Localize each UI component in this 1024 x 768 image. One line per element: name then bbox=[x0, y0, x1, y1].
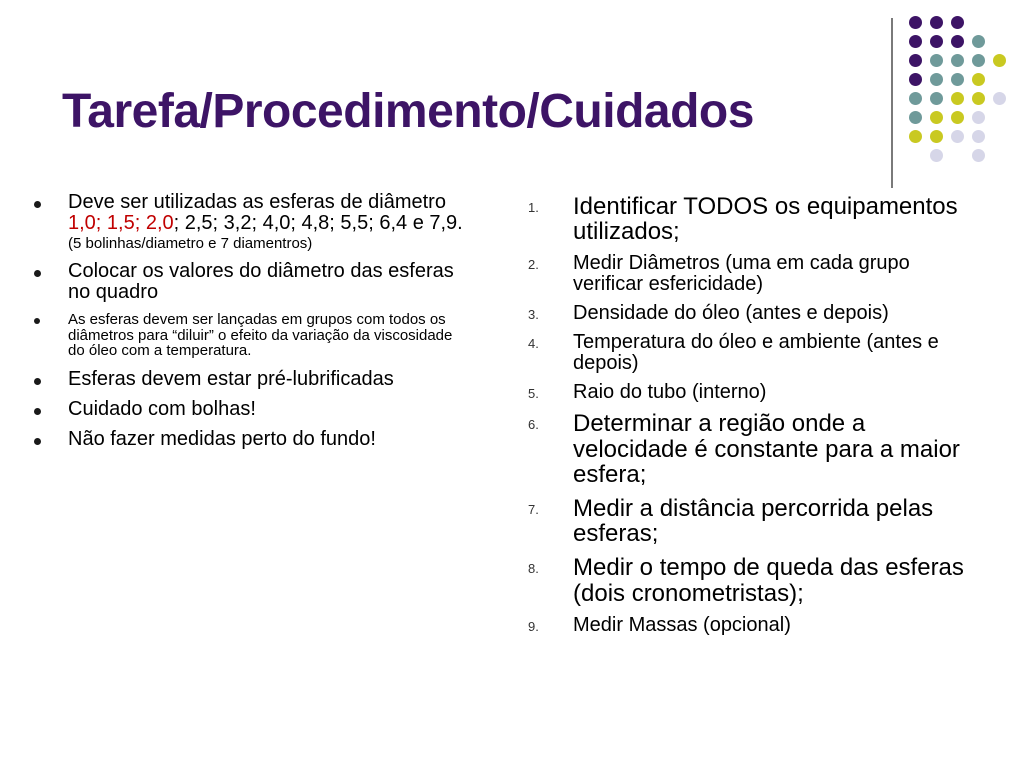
list-item bbox=[28, 369, 468, 390]
slide-title: Tarefa/Procedimento/Cuidados bbox=[62, 85, 754, 138]
item-number: 9. bbox=[528, 618, 539, 634]
decor-dot bbox=[930, 92, 943, 105]
item-number: 8. bbox=[528, 561, 539, 577]
item-text: Não fazer medidas perto do fundo! bbox=[68, 428, 376, 450]
decor-dot bbox=[930, 149, 943, 162]
numbered-item bbox=[528, 332, 968, 374]
item-text: Temperatura do óleo e ambiente (antes e depois) bbox=[573, 331, 939, 375]
numbered-item bbox=[528, 382, 968, 403]
decor-dot bbox=[930, 54, 943, 67]
item-text: Medir Diâmetros (uma em cada grupo verificar esfericidade) bbox=[573, 252, 910, 296]
numbered-item bbox=[528, 194, 968, 244]
bullet-icon bbox=[34, 318, 40, 324]
numbered-item bbox=[528, 411, 968, 487]
list-item bbox=[28, 312, 468, 359]
decor-dot bbox=[972, 149, 985, 162]
item-note: (5 bolinhas/diametro e 7 diamentros) bbox=[68, 235, 313, 252]
item-number: 6. bbox=[528, 417, 539, 433]
numbered-item bbox=[528, 253, 968, 295]
item-text: Cuidado com bolhas! bbox=[68, 398, 256, 420]
item-text: Medir Massas (opcional) bbox=[573, 613, 791, 636]
list-item bbox=[28, 429, 468, 450]
decor-dot bbox=[930, 130, 943, 143]
decor-dot bbox=[972, 92, 985, 105]
item-number: 3. bbox=[528, 307, 539, 323]
bullet-list bbox=[28, 192, 468, 459]
item-text: Deve ser utilizadas as esferas de diâmetro bbox=[68, 191, 446, 213]
decor-dot bbox=[909, 35, 922, 48]
decor-dot bbox=[972, 73, 985, 86]
decor-dot bbox=[930, 73, 943, 86]
item-text: Esferas devem estar pré-lubrificadas bbox=[68, 368, 394, 390]
item-number: 7. bbox=[528, 501, 539, 517]
item-text: Medir a distância percorrida pelas esferas; bbox=[573, 494, 934, 548]
decor-dot bbox=[909, 16, 922, 29]
item-number: 1. bbox=[528, 200, 539, 215]
decor-dot bbox=[951, 92, 964, 105]
decor-dot bbox=[951, 16, 964, 29]
item-text: Identificar TODOS os equipamentos utilizados; bbox=[573, 193, 958, 246]
item-text: Determinar a região onde a velocidade é constante para a maior esfera; bbox=[573, 410, 960, 488]
numbered-list bbox=[528, 194, 968, 644]
item-number: 5. bbox=[528, 386, 539, 402]
highlighted-diameters: 1,0; 1,5; 2,0 bbox=[68, 212, 174, 234]
decor-dot bbox=[909, 73, 922, 86]
decor-dot bbox=[951, 130, 964, 143]
list-item bbox=[28, 192, 468, 252]
item-number: 2. bbox=[528, 257, 539, 273]
decor-dot bbox=[993, 54, 1006, 67]
item-number: 4. bbox=[528, 336, 539, 352]
item-text: Densidade do óleo (antes e depois) bbox=[573, 302, 889, 325]
decor-dot bbox=[951, 35, 964, 48]
decor-dot bbox=[972, 130, 985, 143]
numbered-item bbox=[528, 615, 968, 636]
decorative-dot-grid bbox=[904, 10, 1024, 170]
decor-dot bbox=[951, 111, 964, 124]
numbered-item bbox=[528, 303, 968, 324]
decor-dot bbox=[909, 111, 922, 124]
bullet-icon bbox=[34, 378, 41, 385]
divider-line bbox=[891, 18, 893, 188]
bullet-icon bbox=[34, 270, 41, 277]
item-text: Colocar os valores do diâmetro das esferas no quadro bbox=[68, 259, 454, 303]
item-text: ; 2,5; 3,2; 4,0; 4,8; 5,5; 6,4 e 7,9. bbox=[173, 212, 463, 234]
decor-dot bbox=[909, 92, 922, 105]
decor-dot bbox=[909, 130, 922, 143]
list-item bbox=[28, 399, 468, 420]
item-text: Medir o tempo de queda das esferas (dois cronometristas); bbox=[573, 554, 964, 607]
decor-dot bbox=[930, 111, 943, 124]
list-item bbox=[28, 261, 468, 303]
item-text: As esferas devem ser lançadas em grupos com todos os diâmetros para “diluir” o efeito da variação da viscosidade do óleo com a temperatura. bbox=[68, 310, 453, 360]
bullet-icon bbox=[34, 438, 41, 445]
item-text: Raio do tubo (interno) bbox=[573, 381, 767, 404]
bullet-icon bbox=[34, 408, 41, 415]
decor-dot bbox=[909, 54, 922, 67]
decor-dot bbox=[951, 54, 964, 67]
decor-dot bbox=[993, 92, 1006, 105]
numbered-item bbox=[528, 496, 968, 546]
bullet-icon bbox=[34, 201, 41, 208]
decor-dot bbox=[951, 73, 964, 86]
decor-dot bbox=[972, 54, 985, 67]
numbered-item bbox=[528, 555, 968, 605]
decor-dot bbox=[972, 35, 985, 48]
decor-dot bbox=[972, 111, 985, 124]
decor-dot bbox=[930, 35, 943, 48]
decor-dot bbox=[930, 16, 943, 29]
